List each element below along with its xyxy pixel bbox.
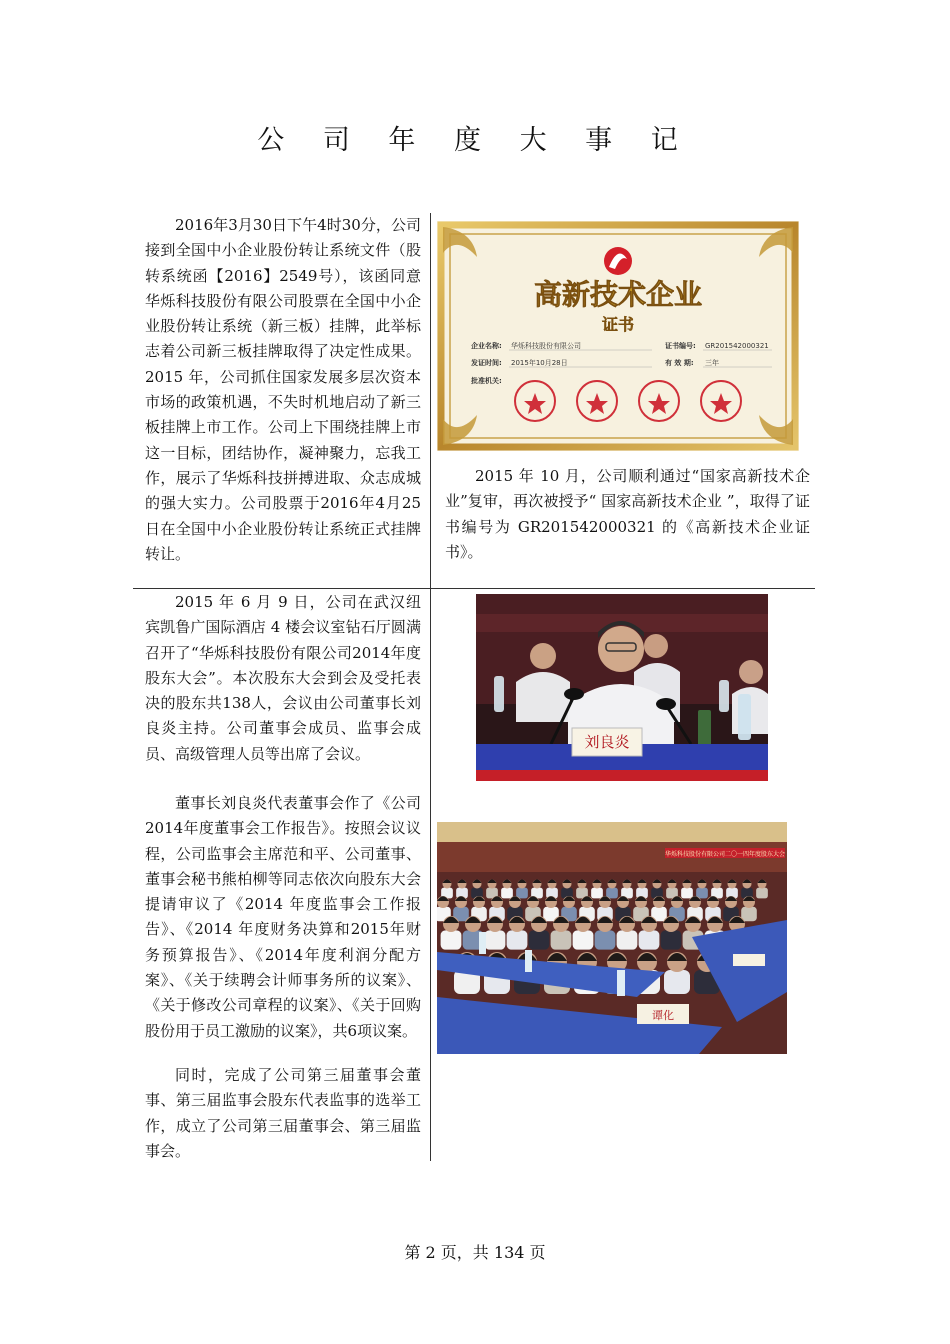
- cert-number-value: GR201542000321: [705, 342, 769, 350]
- page-title: 公 司 年 度 大 事 记: [257, 125, 693, 156]
- certificate-paragraph: 2015 年 10 月，公司顺利通过“国家高新技术企业”复审，再次被授予“ 国家高新技术企业 ”，取得了证书编号为 GR201542000321 的《高新技术企业证书》。: [445, 467, 810, 561]
- report-paragraph: 董事长刘良炎代表董事会作了《公司2014年度董事会工作报告》。按照会议议程，公司监事会主席范和平、公司董事、董事会秘书熊柏柳等同志依次向股东大会提请审议了《2014 年度监事会工作报告》、《2014 年度财务决算和2015年财务预算报告》、《2014年度利润分配方案》、《关于续聘会计师事务所的议案》、《关于修改公司章程的议案》、《关于回购股份用于员工激励的议案》，共6项议案。: [145, 794, 421, 1040]
- certificate-image: [437, 221, 799, 451]
- cert-date-label: 发证时间:: [471, 359, 502, 367]
- listing-paragraph: 2016年3月30日下午4时30分，公司接到全国中小企业股份转让系统文件（股转系统函【2016】2549号），该函同意华烁科技股份有限公司股票在全国中小企业股份转让系统（新三板）挂牌，此举标志着公司新三板挂牌取得了决定性成果。2015 年，公司抓住国家发展多层次资本市场的政策机遇，不失时机地启动了新三板挂牌上市工作。公司上下围绕挂牌上市这一目标，团结协作，凝神聚力，忘我工作，展示了华烁科技拼搏进取、众志成城的强大实力。公司股票于2016年4月25日在全国中小企业股份转让系统正式挂牌转让。: [145, 216, 421, 563]
- cert-authority-label: 批准机关:: [471, 377, 502, 385]
- column-divider-top: [430, 213, 431, 588]
- cert-company-label: 企业名称:: [471, 342, 502, 350]
- column-divider-bottom: [430, 589, 431, 1161]
- cert-date-value: 2015年10月28日: [511, 359, 568, 367]
- meeting-paragraph: 2015 年 6 月 9 日，公司在武汉纽宾凯鲁广国际酒店 4 楼会议室钻石厅圆满召开了“华烁科技股份有限公司2014年度股东大会”。本次股东大会到会及受托表决的股东共138人，会议由公司董事长刘良炎主持。公司董事会成员、监事会成员、高级管理人员等出席了会议。: [145, 593, 421, 763]
- cert-heading: 高新技术企业: [533, 278, 703, 311]
- meeting-hall-photo: [437, 822, 787, 1054]
- cert-valid-label: 有 效 期:: [665, 359, 694, 367]
- meeting-nameplate: 谭化: [652, 1009, 674, 1022]
- cert-company-value: 华烁科技股份有限公司: [511, 342, 581, 350]
- cert-subheading: 证书: [601, 315, 635, 334]
- page-footer: 第 2 页，共 134 页: [404, 1243, 546, 1262]
- row-divider: [133, 588, 815, 589]
- cert-logo-icon: [604, 247, 632, 275]
- meeting-banner: 华烁科技股份有限公司二〇一四年度股东大会: [664, 851, 786, 858]
- cert-number-label: 证书编号:: [665, 342, 696, 350]
- election-paragraph: 同时，完成了公司第三届董事会董事、第三届监事会股东代表监事的选举工作，成立了公司第三届董事会、第三届监事会。: [145, 1066, 421, 1160]
- cert-valid-value: 三年: [705, 359, 719, 367]
- chairman-photo: [476, 594, 768, 781]
- chairman-nameplate: 刘良炎: [584, 733, 630, 751]
